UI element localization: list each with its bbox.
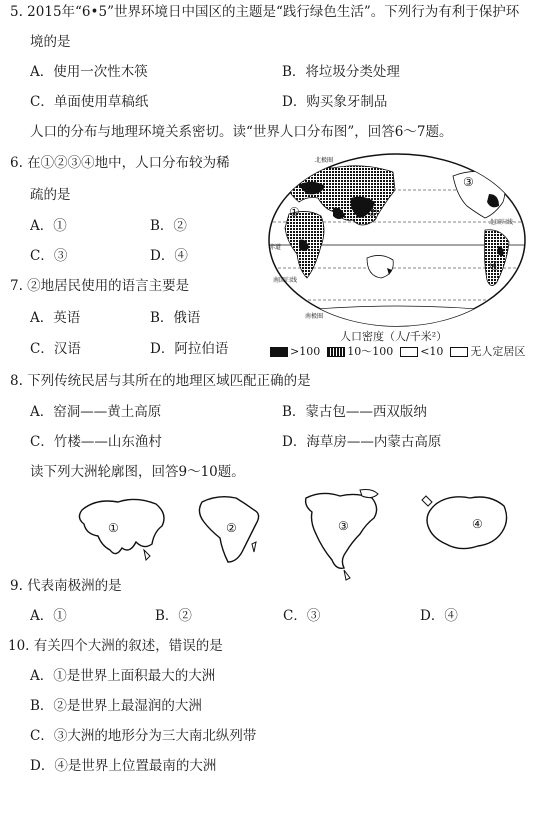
intro-6-7: 人口的分布与地理环境关系密切。读“世界人口分布图”，回答6～7题。 (30, 124, 453, 140)
q6-stem-cont: 疏的是 (30, 187, 71, 203)
continent-north-america-outline (300, 488, 386, 582)
continent-label-3: ③ (338, 519, 349, 533)
map-label-antarctic: 南极圈 (305, 313, 324, 320)
q8-option-a: A．窑洞——黄土高原 (30, 404, 162, 420)
map-label-cancer: 北回归线 (489, 219, 514, 226)
q7-option-b: B．俄语 (150, 310, 201, 326)
q9-option-b: B．② (155, 608, 192, 624)
map-legend-title: 人口密度（人/千米²） (340, 330, 448, 343)
q5-option-d: D．购买象牙制品 (282, 94, 388, 110)
legend-label-high: >100 (290, 345, 321, 358)
q9-option-a: A．① (30, 608, 67, 624)
q10-option-a: A．①是世界上面积最大的大洲 (30, 668, 216, 684)
legend-swatch-low (400, 347, 418, 357)
map-label-capricorn: 南回归线 (273, 277, 298, 284)
world-population-map (263, 150, 531, 330)
continent-antarctica-outline (420, 492, 512, 554)
q9-stem: 9. 代表南极洲的是 (10, 578, 122, 594)
map-label-arctic: 北极圈 (315, 157, 334, 164)
continent-label-2: ② (226, 521, 237, 535)
intro-9-10: 读下列大洲轮廓图，回答9～10题。 (30, 464, 245, 480)
map-marker-3: ③ (463, 175, 474, 189)
q10-stem: 10. 有关四个大洲的叙述，错误的是 (8, 638, 223, 654)
q6-option-d: D．④ (150, 248, 188, 264)
q7-option-c: C．汉语 (30, 341, 81, 357)
legend-swatch-mid (327, 347, 345, 357)
map-marker-1: ① (289, 205, 300, 219)
q8-option-b: B．蒙古包——西双版纳 (282, 404, 427, 420)
q6-stem: 6. 在①②③④地中，人口分布较为稀 (10, 155, 230, 171)
q8-stem: 8. 下列传统民居与其所在的地理区域匹配正确的是 (10, 373, 311, 389)
q7-stem: 7. ②地居民使用的语言主要是 (10, 278, 190, 294)
q6-option-b: B．② (150, 218, 187, 234)
q7-option-a: A．英语 (30, 310, 81, 326)
q9-option-d: D．④ (420, 608, 458, 624)
q5-option-a: A．使用一次性木筷 (30, 64, 148, 80)
q5-stem-cont: 境的是 (30, 34, 71, 50)
continent-asia-outline (74, 492, 172, 564)
map-marker-4: ④ (489, 259, 500, 273)
legend-label-mid: 10～100 (347, 345, 394, 358)
q10-option-c: C．③大洲的地形分为三大南北纵列带 (30, 728, 257, 744)
legend-label-low: <10 (420, 345, 444, 358)
map-marker-2: ② (367, 205, 378, 219)
continent-label-1: ① (108, 521, 119, 535)
q5-stem: 5. 2015年“6•5”世界环境日中国区的主题是“践行绿色生活”。下列行为有利于保护环 (10, 4, 520, 20)
q7-option-d: D．阿拉伯语 (150, 341, 229, 357)
map-label-equator: 赤道 (269, 244, 282, 251)
q8-option-d: D．海草房——内蒙古高原 (282, 434, 442, 450)
q6-option-a: A．① (30, 218, 67, 234)
q5-option-c: C．单面使用草稿纸 (30, 94, 149, 110)
q5-option-b: B．将垃圾分类处理 (282, 64, 400, 80)
q8-option-c: C．竹楼——山东渔村 (30, 434, 162, 450)
legend-swatch-high (270, 347, 288, 357)
continent-label-4: ④ (472, 517, 483, 531)
q10-option-d: D．④是世界上位置最南的大洲 (30, 758, 217, 774)
q9-option-c: C．③ (283, 608, 321, 624)
q6-option-c: C．③ (30, 248, 68, 264)
map-legend (270, 345, 525, 359)
continent-africa-outline (192, 490, 270, 566)
legend-label-none: 无人定居区 (470, 345, 526, 358)
legend-swatch-none (450, 347, 468, 357)
q10-option-b: B．②是世界上最湿润的大洲 (30, 698, 202, 714)
